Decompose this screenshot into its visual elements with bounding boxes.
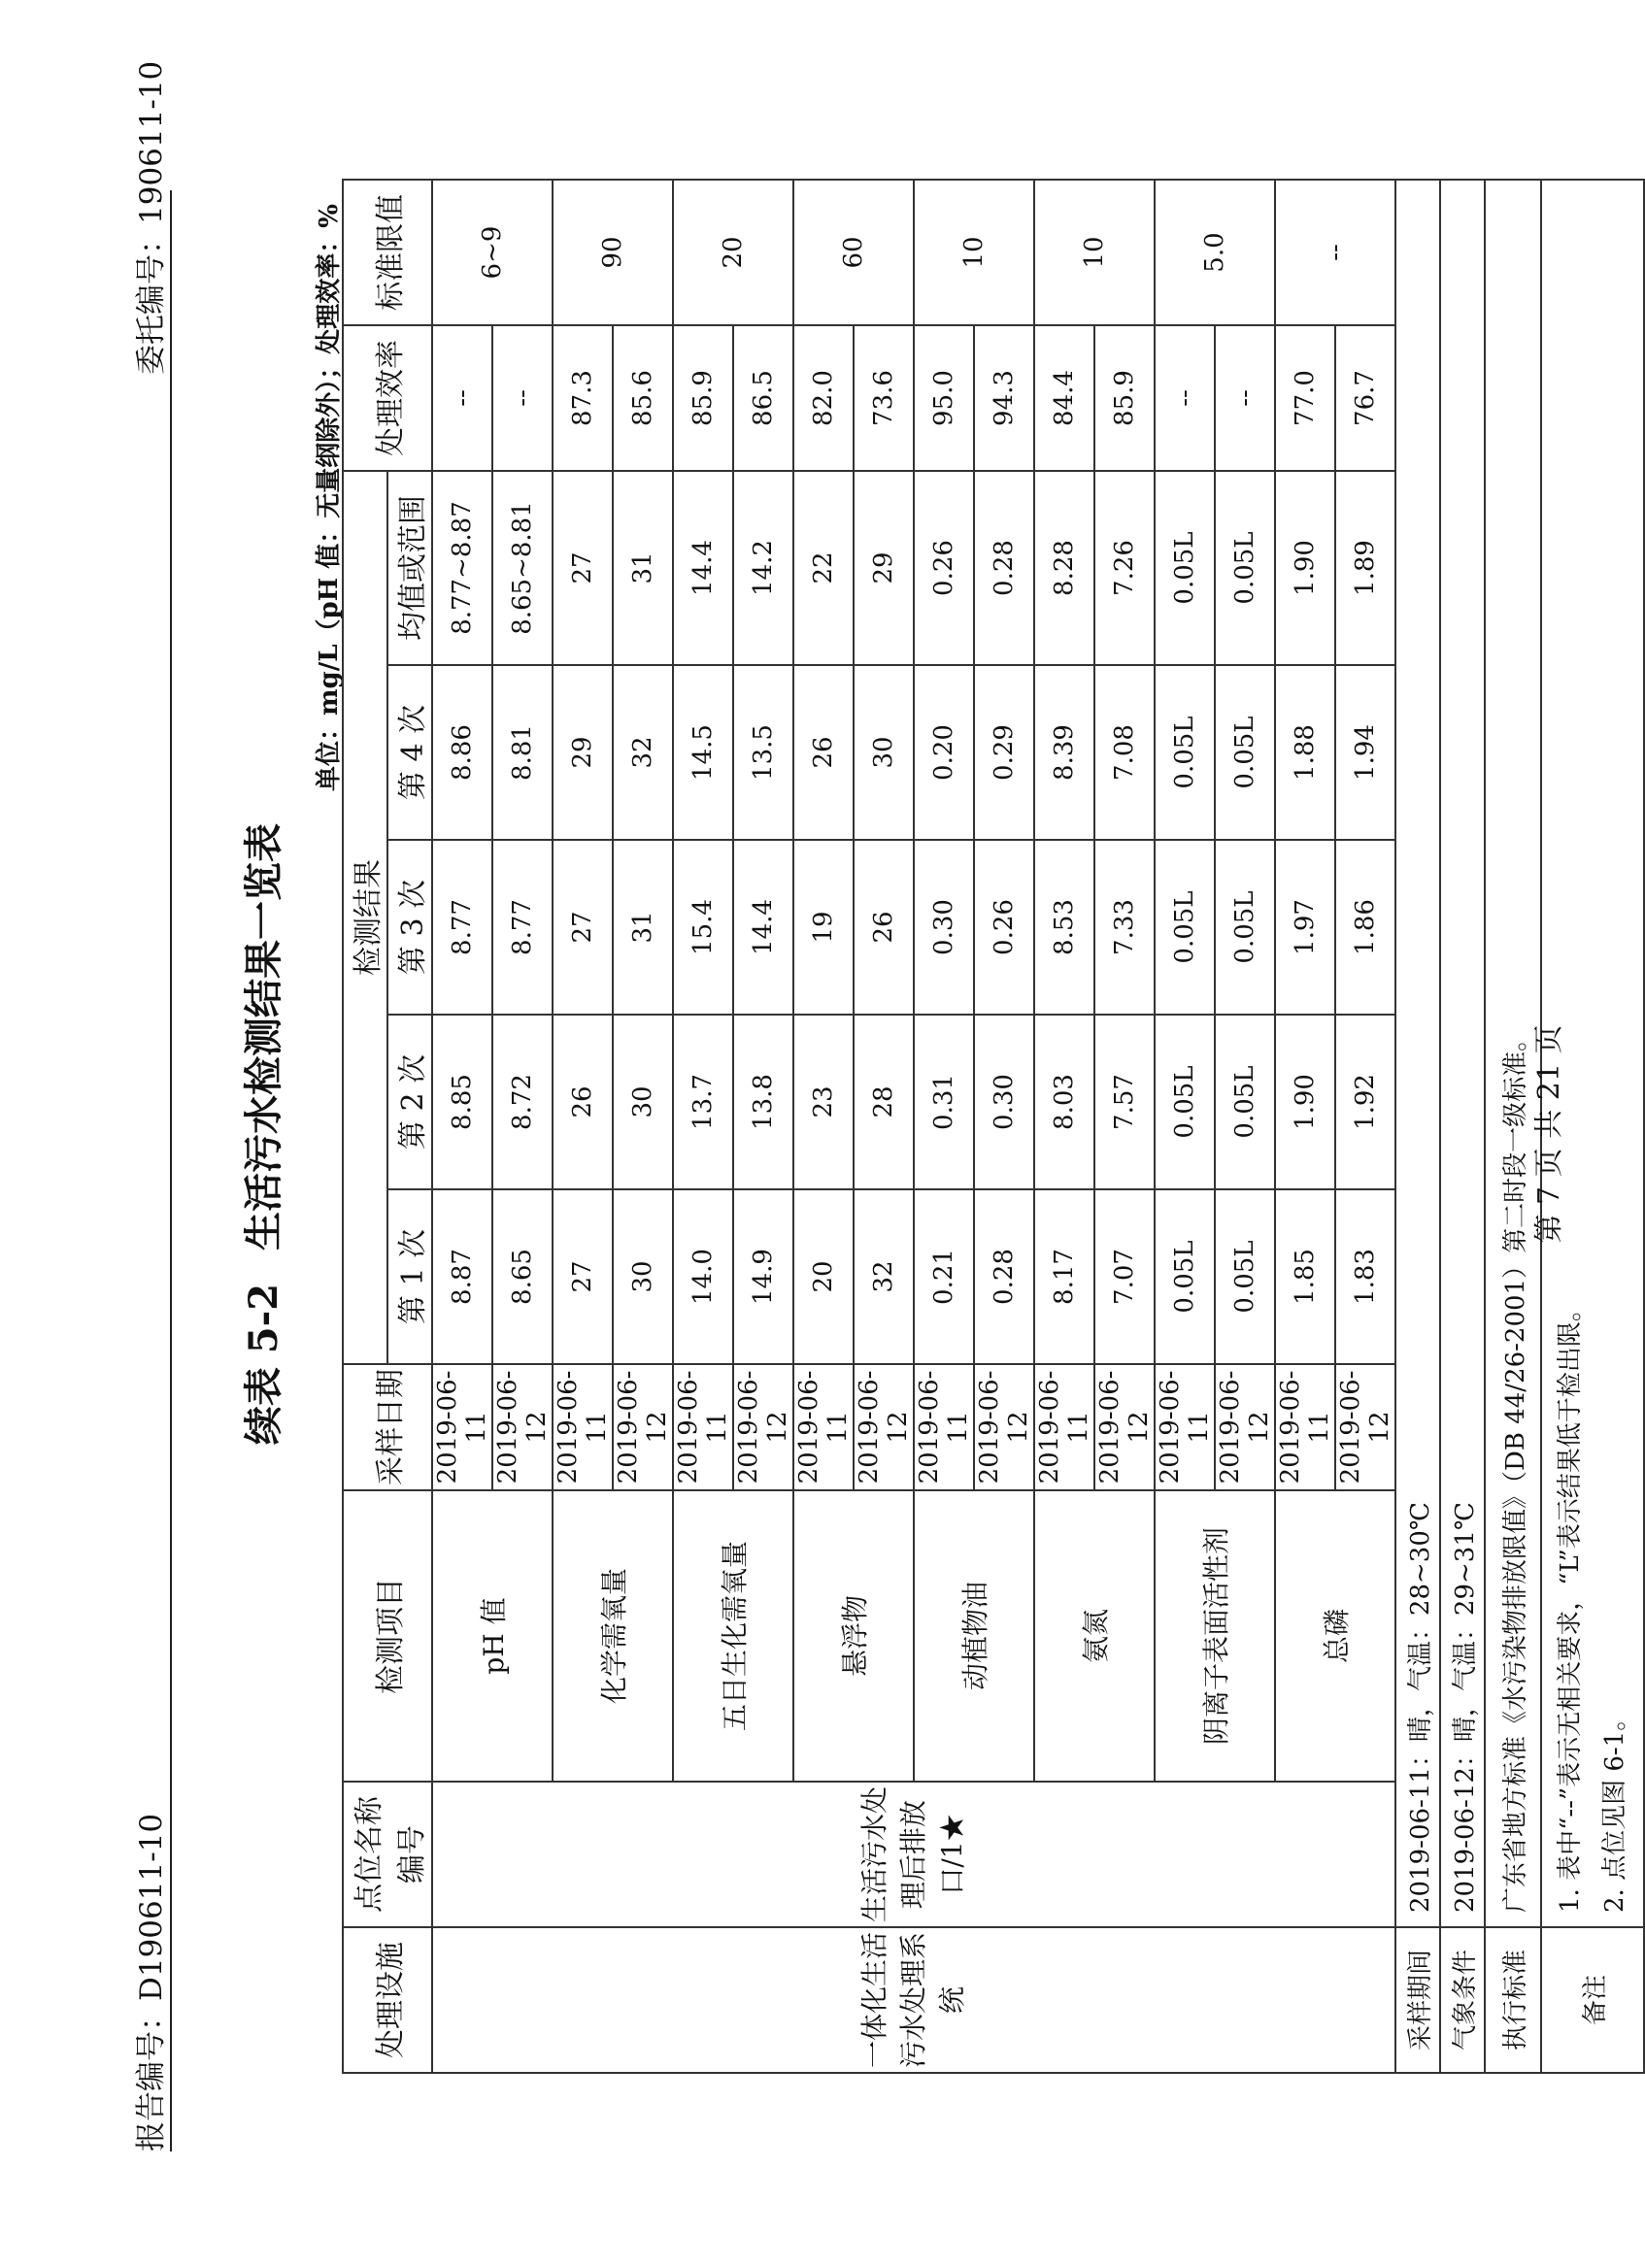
date-cell: 2019-06-11 [1155,1364,1215,1490]
average-cell: 1.90 [1275,471,1335,665]
result-cell: 8.87 [432,1189,492,1364]
result-cell: 0.31 [914,1015,974,1189]
standard-value: 广东省地方标准《水污染物排放限值》（DB 44/26-2001）第二时段一级标准。 [1485,180,1541,1927]
date-cell: 2019-06-12 [974,1364,1034,1490]
result-cell: 14.9 [733,1189,793,1364]
result-cell: 1.88 [1275,665,1335,840]
limit-cell: 20 [673,180,793,325]
results-table [342,179,1645,2074]
limit-cell: 5.0 [1155,180,1275,325]
date-cell: 2019-06-11 [1034,1364,1094,1490]
date-cell: 2019-06-12 [1094,1364,1155,1490]
average-cell: 8.65~8.81 [492,471,553,665]
result-cell: 8.77 [432,840,492,1015]
result-cell: 14.5 [673,665,733,840]
result-cell: 8.77 [492,840,553,1015]
efficiency-cell: 85.9 [1094,325,1155,471]
result-cell: 0.28 [974,1189,1034,1364]
result-cell: 27 [553,840,613,1015]
result-cell: 0.05L [1155,1189,1215,1364]
average-cell: 7.26 [1094,471,1155,665]
result-cell: 0.05L [1155,840,1215,1015]
average-cell: 31 [613,471,673,665]
header-run-2: 第 2 次 [387,1015,432,1189]
average-cell: 22 [793,471,854,665]
efficiency-cell: 77.0 [1275,325,1335,471]
item-name-cell: 化学需氧量 [553,1490,673,1782]
result-cell: 0.20 [914,665,974,840]
average-cell: 0.26 [914,471,974,665]
limit-cell: 6~9 [432,180,553,325]
efficiency-cell: -- [1215,325,1275,471]
report-number: 报告编号：D190611-10 [134,1813,169,2151]
result-cell: 29 [553,665,613,840]
date-cell: 2019-06-12 [733,1364,793,1490]
item-name-cell: 五日生化需氧量 [673,1490,793,1782]
result-cell: 15.4 [673,840,733,1015]
table-row [432,180,492,2073]
efficiency-cell: -- [492,325,553,471]
efficiency-cell: 94.3 [974,325,1034,471]
result-cell: 20 [793,1189,854,1364]
result-cell: 7.57 [1094,1015,1155,1189]
result-cell: 7.07 [1094,1189,1155,1364]
header-date: 采样日期 [343,1364,432,1490]
result-cell: 1.83 [1335,1189,1395,1364]
table-title [233,0,288,2268]
efficiency-cell: 85.9 [673,325,733,471]
result-cell: 8.72 [492,1015,553,1189]
limit-cell: 90 [553,180,673,325]
remark-label: 备注 [1541,1927,1644,2073]
result-cell: 30 [613,1015,673,1189]
item-name-cell: 动植物油 [914,1490,1034,1782]
limit-cell: 10 [914,180,1034,325]
efficiency-cell: 82.0 [793,325,854,471]
date-cell: 2019-06-12 [854,1364,914,1490]
date-cell: 2019-06-11 [553,1364,613,1490]
table-number: 续表 5-2 [241,1283,286,1446]
item-name-cell: 阴离子表面活性剂 [1155,1490,1275,1782]
date-cell: 2019-06-11 [914,1364,974,1490]
result-cell: 30 [854,665,914,840]
header-point: 点位名称编号 [343,1782,432,1927]
result-cell: 26 [854,840,914,1015]
average-cell: 1.89 [1335,471,1395,665]
average-cell: 14.4 [673,471,733,665]
item-name-cell: 悬浮物 [793,1490,914,1782]
date-cell: 2019-06-12 [1215,1364,1275,1490]
average-cell: 0.05L [1215,471,1275,665]
result-cell: 8.39 [1034,665,1094,840]
result-cell: 0.05L [1215,1015,1275,1189]
average-cell: 27 [553,471,613,665]
result-cell: 13.7 [673,1015,733,1189]
item-name-cell: 氨氮 [1034,1490,1155,1782]
result-cell: 0.05L [1215,665,1275,840]
header-limit: 标准限值 [343,180,432,325]
weather-label: 气象条件 [1440,1927,1485,2073]
header-average: 均值或范围 [387,471,432,665]
header-efficiency: 处理效率 [343,325,432,471]
table-footer-rows [1395,180,1644,2073]
date-cell: 2019-06-11 [673,1364,733,1490]
result-cell: 8.86 [432,665,492,840]
result-cell: 26 [553,1015,613,1189]
header-divider [170,190,172,2151]
result-cell: 0.26 [974,840,1034,1015]
limit-cell: -- [1275,180,1395,325]
result-cell: 8.03 [1034,1015,1094,1189]
result-cell: 1.97 [1275,840,1335,1015]
result-cell: 0.05L [1155,665,1215,840]
item-name-cell: pH 值 [432,1490,553,1782]
result-cell: 0.30 [914,840,974,1015]
facility-cell: 一体化生活污水处理系统 [432,1927,1395,2073]
average-cell: 8.28 [1034,471,1094,665]
result-cell: 8.53 [1034,840,1094,1015]
result-cell: 23 [793,1015,854,1189]
header-results: 检测结果 [343,471,387,1364]
result-cell: 8.81 [492,665,553,840]
header-facility: 处理设施 [343,1927,432,2073]
efficiency-cell: 86.5 [733,325,793,471]
result-cell: 13.8 [733,1015,793,1189]
result-cell: 1.94 [1335,665,1395,840]
efficiency-cell: -- [432,325,492,471]
entrust-number: 委托编号：190611-10 [134,60,169,375]
result-cell: 14.4 [733,840,793,1015]
period-label: 采样期间 [1395,1927,1440,2073]
result-cell: 31 [613,840,673,1015]
result-cell: 0.29 [974,665,1034,840]
header-run-1: 第 1 次 [387,1189,432,1364]
efficiency-cell: 76.7 [1335,325,1395,471]
result-cell: 28 [854,1015,914,1189]
page-number: 第 7 页 共 21 页 [1532,1024,1566,1244]
period-value: 2019-06-11：晴，气温：28~30℃ [1395,180,1440,1927]
efficiency-cell: 84.4 [1034,325,1094,471]
header-item: 检测项目 [343,1490,432,1782]
result-cell: 0.30 [974,1015,1034,1189]
remark-line-1: 1. 表中“--”表示无相关要求，“L”表示结果低于检出限。 [1556,1296,1585,1913]
result-cell: 1.85 [1275,1189,1335,1364]
efficiency-cell: 87.3 [553,325,613,471]
result-cell: 14.0 [673,1189,733,1364]
result-cell: 32 [613,665,673,840]
date-cell: 2019-06-12 [492,1364,553,1490]
limit-cell: 60 [793,180,914,325]
table-title-text: 生活污水检测结果一览表 [241,822,286,1251]
standard-label: 执行标准 [1485,1927,1541,2073]
result-cell: 13.5 [733,665,793,840]
result-cell: 8.17 [1034,1189,1094,1364]
result-cell: 1.86 [1335,840,1395,1015]
result-cell: 27 [553,1189,613,1364]
date-cell: 2019-06-11 [432,1364,492,1490]
date-cell: 2019-06-12 [1335,1364,1395,1490]
point-cell: 生活污水处理后排放口/1★ [432,1782,1395,1927]
result-cell: 0.05L [1155,1015,1215,1189]
average-cell: 29 [854,471,914,665]
remark-line-2: 2. 点位见图 6-1。 [1600,1705,1629,1913]
header-run-3: 第 3 次 [387,840,432,1015]
result-cell: 26 [793,665,854,840]
result-cell: 1.92 [1335,1015,1395,1189]
average-cell: 8.77~8.87 [432,471,492,665]
efficiency-cell: 73.6 [854,325,914,471]
result-cell: 1.90 [1275,1015,1335,1189]
limit-cell: 10 [1034,180,1155,325]
result-cell: 8.65 [492,1189,553,1364]
weather-value: 2019-06-12：晴，气温：29~31℃ [1440,180,1485,1927]
result-cell: 32 [854,1189,914,1364]
results-body [432,180,1395,2073]
result-cell: 0.05L [1215,1189,1275,1364]
date-cell: 2019-06-11 [793,1364,854,1490]
header-run-4: 第 4 次 [387,665,432,840]
efficiency-cell: -- [1155,325,1215,471]
result-cell: 7.08 [1094,665,1155,840]
result-cell: 0.21 [914,1189,974,1364]
unit-note: 单位：mg/L（pH 值：无量纲除外）；处理效率：% [315,204,344,791]
average-cell: 0.28 [974,471,1034,665]
average-cell: 0.05L [1155,471,1215,665]
item-name-cell: 总磷 [1275,1490,1395,1782]
efficiency-cell: 95.0 [914,325,974,471]
date-cell: 2019-06-11 [1275,1364,1335,1490]
result-cell: 30 [613,1189,673,1364]
efficiency-cell: 85.6 [613,325,673,471]
result-cell: 19 [793,840,854,1015]
average-cell: 14.2 [733,471,793,665]
result-cell: 0.05L [1215,840,1275,1015]
result-cell: 7.33 [1094,840,1155,1015]
result-cell: 8.85 [432,1015,492,1189]
date-cell: 2019-06-12 [613,1364,673,1490]
